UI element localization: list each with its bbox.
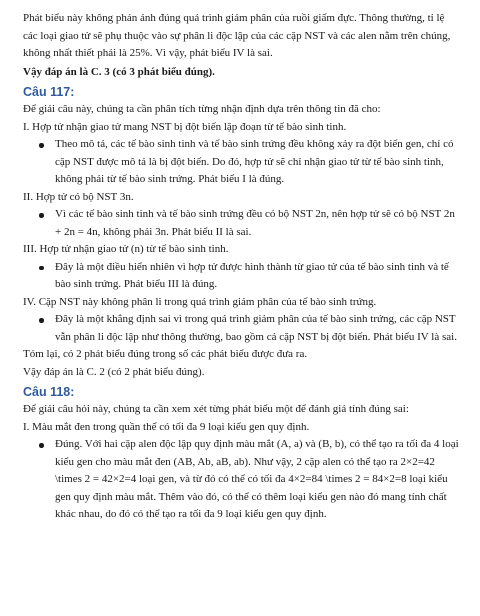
question-118-intro: Để giải câu hỏi này, chúng ta cần xem xét từng phát biểu một để đánh giá tính đúng sai: [23, 403, 409, 415]
statement-4-analysis [23, 311, 460, 346]
bullet-icon [39, 266, 44, 271]
statement-1-analysis [23, 136, 460, 189]
q118-statement-1-title: I. Màu mắt đen trong quần thể có tối đa 9 loại kiểu gen quy định. [23, 420, 310, 433]
bullet-icon [39, 443, 44, 448]
statement-4-title: IV. Cặp NST này không phân li trong quá trình giảm phân của tế bào sinh trứng. [23, 295, 377, 308]
statement-2-analysis [23, 206, 460, 241]
question-117-answer: Vậy đáp án là C. 2 (có 2 phát biểu đúng). [23, 365, 205, 378]
q118-statement-1-text: Đúng. Với hai cặp alen độc lập quy định màu mắt (A, a) và (B, b), có thể tạo ra tối đa 4 loại kiểu gen cho màu mắt đen (AB, Ab, aB, ab). Như vậy, 2 cặp alen có thể tạo ra 2×2=42 \times 2 = 42×2=4 loại gen, và từ đó có thể có tối đa 4×2=84 \times 2 = 84×2=8 loại kiểu gen quy định màu mắt. Thêm vào đó, có thể có thêm loại kiểu gen nào đó mang tính chất khác nhau, do đó có thể tạo ra tối đa 9 loại kiểu gen quy định. [55, 438, 459, 520]
intro-answer: Vậy đáp án là C. 3 (có 3 phát biểu đúng). [23, 65, 215, 78]
bullet-icon [39, 143, 44, 148]
bullet-icon [39, 213, 44, 218]
statement-1-text: Theo mô tả, các tế bào sinh tinh và tế bào sinh trứng đều không xảy ra đột biến gen, chỉ có cặp NST được mô tả là bị đột biến. Do đó, hợp tử sẽ chỉ nhận giao tử từ tế bào sinh tinh, không phải từ tế bào sinh trứng. Phát biểu I là đúng. [55, 138, 454, 185]
question-117-heading: Câu 117: [23, 85, 75, 99]
statement-3-analysis [23, 259, 460, 294]
statement-3-text: Đây là một điều hiển nhiên vì hợp tử được hình thành từ giao tử của tế bào sinh tinh và tế bào sinh trứng. Phát biểu III là đúng. [55, 260, 449, 290]
statement-3-title: III. Hợp tử nhận giao tử (n) từ tế bào sinh tinh. [23, 243, 229, 255]
question-117-intro: Để giải câu này, chúng ta cần phân tích từng nhận định dựa trên thông tin đã cho: [23, 103, 381, 115]
intro-paragraph: Phát biểu này không phản ánh đúng quá trình giảm phân của ruồi giấm đực. Thông thường, tỉ lệ các loại giao tử sẽ phụ thuộc vào sự phân li độc lập của các cặp NST và các alen nằm trên chúng, không nhất thiết phải là 25%. Vì vậy, phát biểu IV là sai. [23, 12, 451, 59]
question-117-summary: Tóm lại, có 2 phát biểu đúng trong số các phát biểu được đưa ra. [23, 348, 308, 360]
statement-2-text: Vì các tế bào sinh tinh và tế bào sinh trứng đều có bộ NST 2n, nên hợp tử sẽ có bộ NST 2n + 2n = 4n, không phải 3n. Phát biểu II là sai. [55, 208, 455, 238]
q118-statement-1-analysis [23, 436, 460, 524]
statement-1-title: I. Hợp tử nhận giao tử mang NST bị đột biến lặp đoạn từ tế bào sinh tinh. [23, 120, 347, 133]
statement-4-text: Đây là một khẳng định sai vì trong quá trình giảm phân của tế bào sinh trứng, các cặp NST vẫn phân li độc lập như thông thường, bao gồm cả cặp NST bị đột biến. Phát biểu IV là sai. [55, 313, 457, 343]
statement-2-title: II. Hợp tử có bộ NST 3n. [23, 190, 134, 203]
bullet-icon [39, 318, 44, 323]
question-118-heading: Câu 118: [23, 385, 75, 399]
